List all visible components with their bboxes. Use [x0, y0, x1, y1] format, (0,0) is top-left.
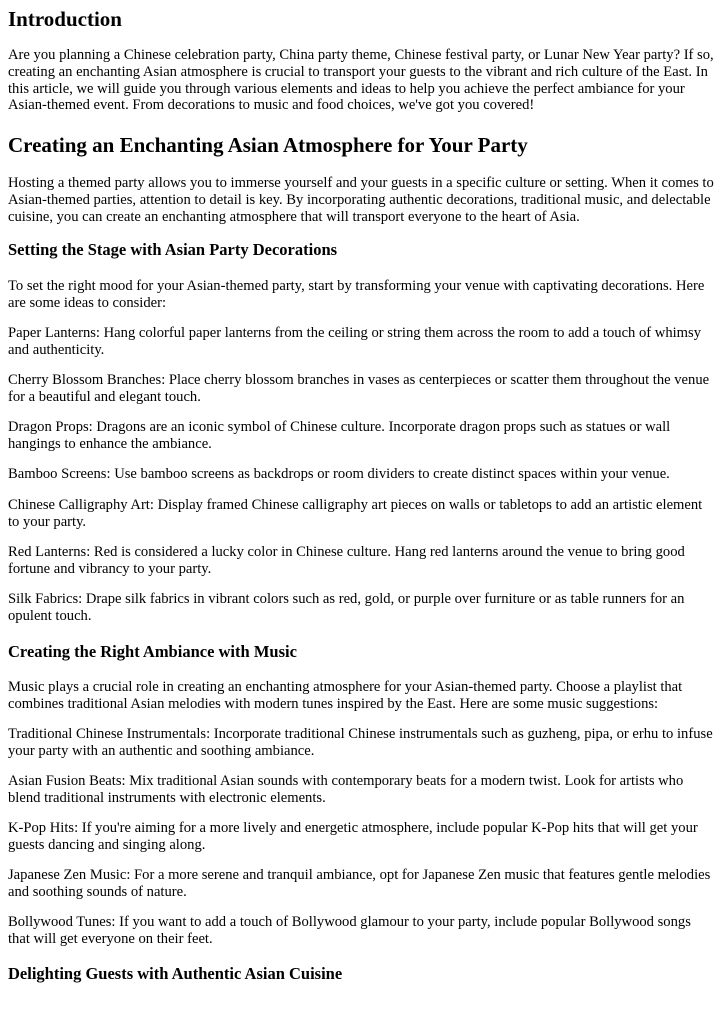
music-heading: Creating the Right Ambiance with Music	[8, 642, 297, 661]
music-item-bollywood: Bollywood Tunes: If you want to add a touch of Bollywood glamour to your party, include popular Bollywood songs that will get everyone on their feet.	[8, 914, 691, 947]
music-item-asian-fusion: Asian Fusion Beats: Mix traditional Asian sounds with contemporary beats for a modern twist. Look for artists who blend traditional instruments with electronic elements.	[8, 773, 684, 806]
music-intro: Music plays a crucial role in creating an enchanting atmosphere for your Asian-themed party. Choose a playlist that combines traditional Asian melodies with modern tunes inspired by the East. Here are some music suggestions:	[8, 679, 683, 712]
intro-heading: Introduction	[8, 7, 122, 31]
decor-heading: Setting the Stage with Asian Party Decorations	[8, 240, 338, 259]
decor-item-dragon-props: Dragon Props: Dragons are an iconic symbol of Chinese culture. Incorporate dragon props such as statues or wall hangings to enhance the ambiance.	[8, 419, 671, 452]
atmosphere-paragraph: Hosting a themed party allows you to immerse yourself and your guests in a specific culture or setting. When it comes to Asian-themed parties, attention to detail is key. By incorporating authentic decorations, traditional music, and delectable cuisine, you can create an enchanting atmosphere that will transport everyone to the heart of Asia.	[8, 175, 714, 225]
intro-paragraph: Are you planning a Chinese celebration party, China party theme, Chinese festival party, or Lunar New Year party? If so, creating an enchanting Asian atmosphere is crucial to transport your guests to the vibrant and rich culture of the East. In this article, we will guide you through various elements and ideas to help you achieve the perfect ambiance for your Asian-themed event. From decorations to music and food choices, we've got you covered!	[8, 47, 714, 114]
music-item-kpop: K-Pop Hits: If you're aiming for a more lively and energetic atmosphere, include popular K-Pop hits that will get your guests dancing and singing along.	[8, 820, 698, 853]
music-item-chinese-instrumentals: Traditional Chinese Instrumentals: Incorporate traditional Chinese instrumentals such as guzheng, pipa, or erhu to infuse your party with an authentic and soothing ambiance.	[8, 726, 713, 759]
decor-intro: To set the right mood for your Asian-themed party, start by transforming your venue with captivating decorations. Here are some ideas to consider:	[8, 278, 705, 311]
decor-item-paper-lanterns: Paper Lanterns: Hang colorful paper lanterns from the ceiling or string them across the room to add a touch of whimsy and authenticity.	[8, 325, 702, 358]
decor-item-bamboo-screens: Bamboo Screens: Use bamboo screens as backdrops or room dividers to create distinct spaces within your venue.	[8, 466, 670, 482]
decor-item-silk-fabrics: Silk Fabrics: Drape silk fabrics in vibrant colors such as red, gold, or purple over furniture or as table runners for an opulent touch.	[8, 591, 685, 624]
music-item-japanese-zen: Japanese Zen Music: For a more serene and tranquil ambiance, opt for Japanese Zen music that features gentle melodies and soothing sounds of nature.	[8, 867, 711, 900]
cuisine-heading: Delighting Guests with Authentic Asian Cuisine	[8, 964, 343, 983]
atmosphere-heading: Creating an Enchanting Asian Atmosphere for Your Party	[8, 133, 528, 157]
decor-item-calligraphy: Chinese Calligraphy Art: Display framed Chinese calligraphy art pieces on walls or tabletops to add an artistic element to your party.	[8, 497, 703, 530]
decor-item-cherry-blossom: Cherry Blossom Branches: Place cherry blossom branches in vases as centerpieces or scatter them throughout the venue for a beautiful and elegant touch.	[8, 372, 710, 405]
decor-item-red-lanterns: Red Lanterns: Red is considered a lucky color in Chinese culture. Hang red lanterns around the venue to bring good fortune and vibrancy to your party.	[8, 544, 685, 577]
